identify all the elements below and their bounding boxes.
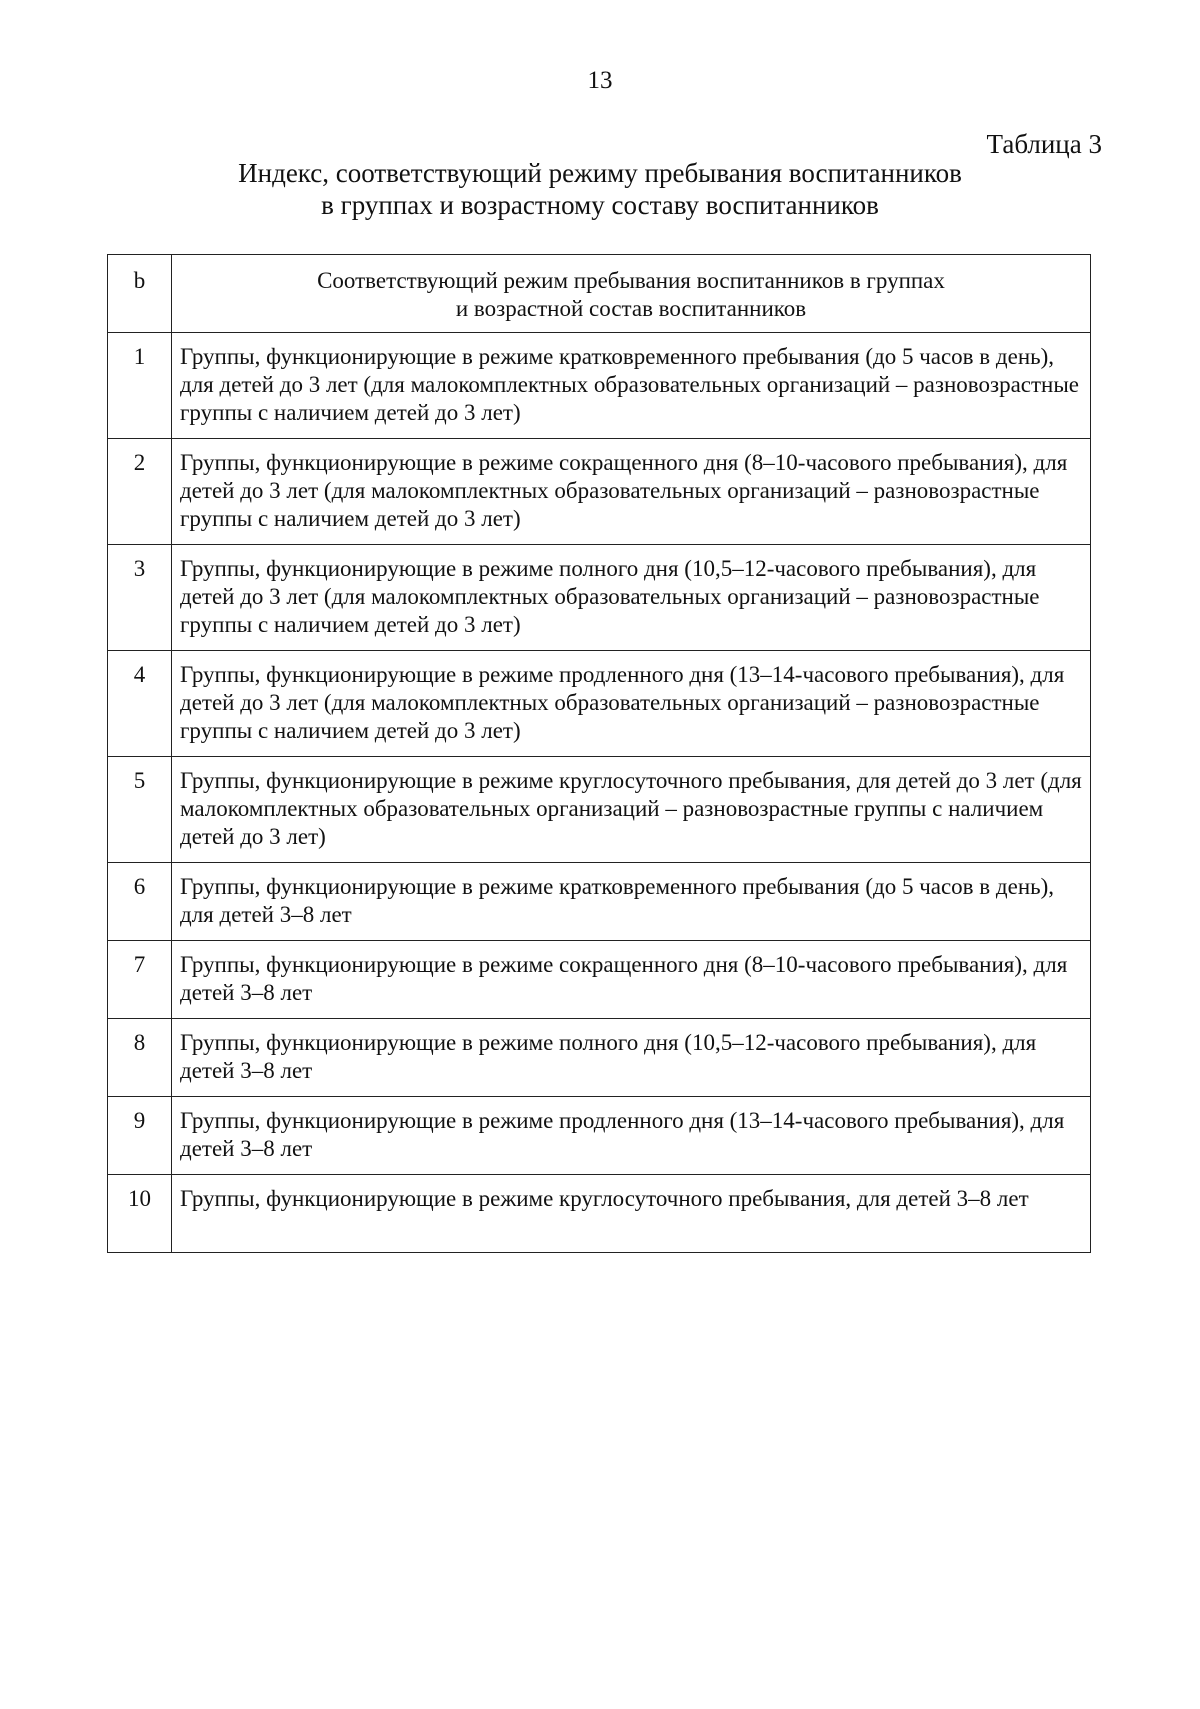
page-number: 13 <box>587 67 613 94</box>
row-index: 7 <box>108 941 172 1019</box>
row-text: Группы, функционирующие в режиме сокращенного дня (8–10-часового пребывания), для детей 3–8 лет <box>172 941 1091 1019</box>
row-index: 6 <box>108 863 172 941</box>
table-label: Таблица 3 <box>986 129 1102 159</box>
table-row <box>108 333 1091 439</box>
header-description-line-1: Соответствующий режим пребывания воспитанников в группах <box>317 268 945 293</box>
row-text: Группы, функционирующие в режиме полного дня (10,5–12-часового пребывания), для детей 3–8 лет <box>172 1019 1091 1097</box>
table-header-row <box>108 255 1091 333</box>
table-row <box>108 757 1091 863</box>
row-text: Группы, функционирующие в режиме полного дня (10,5–12-часового пребывания), для детей до 3 лет (для малокомплектных образовательных организаций – разновозрастные группы с наличием детей до 3 лет) <box>172 545 1091 651</box>
table-title-line-2: в группах и возрастному составу воспитанников <box>321 190 879 220</box>
index-table <box>107 254 1091 1253</box>
row-index: 8 <box>108 1019 172 1097</box>
row-text: Группы, функционирующие в режиме продленного дня (13–14-часового пребывания), для детей 3–8 лет <box>172 1097 1091 1175</box>
row-text: Группы, функционирующие в режиме круглосуточного пребывания, для детей до 3 лет (для малокомплектных образовательных организаций – разновозрастные группы с наличием детей до 3 лет) <box>172 757 1091 863</box>
row-index: 3 <box>108 545 172 651</box>
row-text: Группы, функционирующие в режиме кратковременного пребывания (до 5 часов в день), для детей до 3 лет (для малокомплектных образовательных организаций – разновозрастные группы с наличием детей до 3 лет) <box>172 333 1091 439</box>
row-index: 9 <box>108 1097 172 1175</box>
row-index: 5 <box>108 757 172 863</box>
table-row <box>108 651 1091 757</box>
table-row <box>108 1019 1091 1097</box>
row-text: Группы, функционирующие в режиме круглосуточного пребывания, для детей 3–8 лет <box>172 1175 1091 1253</box>
header-index: b <box>108 255 172 333</box>
table-row <box>108 1175 1091 1253</box>
row-index: 2 <box>108 439 172 545</box>
row-text: Группы, функционирующие в режиме сокращенного дня (8–10-часового пребывания), для детей до 3 лет (для малокомплектных образовательных организаций – разновозрастные группы с наличием детей до 3 лет) <box>172 439 1091 545</box>
table-title <box>200 157 1000 221</box>
row-text: Группы, функционирующие в режиме продленного дня (13–14-часового пребывания), для детей до 3 лет (для малокомплектных образовательных организаций – разновозрастные группы с наличием детей до 3 лет) <box>172 651 1091 757</box>
header-description <box>172 255 1091 333</box>
header-description-line-2: и возрастной состав воспитанников <box>455 296 807 321</box>
table-row <box>108 1097 1091 1175</box>
row-index: 1 <box>108 333 172 439</box>
table-title-line-1: Индекс, соответствующий режиму пребывания воспитанников <box>238 158 962 188</box>
row-index: 10 <box>108 1175 172 1253</box>
row-index: 4 <box>108 651 172 757</box>
table-row <box>108 941 1091 1019</box>
row-text: Группы, функционирующие в режиме кратковременного пребывания (до 5 часов в день), для детей 3–8 лет <box>172 863 1091 941</box>
table-row <box>108 863 1091 941</box>
table-row <box>108 545 1091 651</box>
table-row <box>108 439 1091 545</box>
